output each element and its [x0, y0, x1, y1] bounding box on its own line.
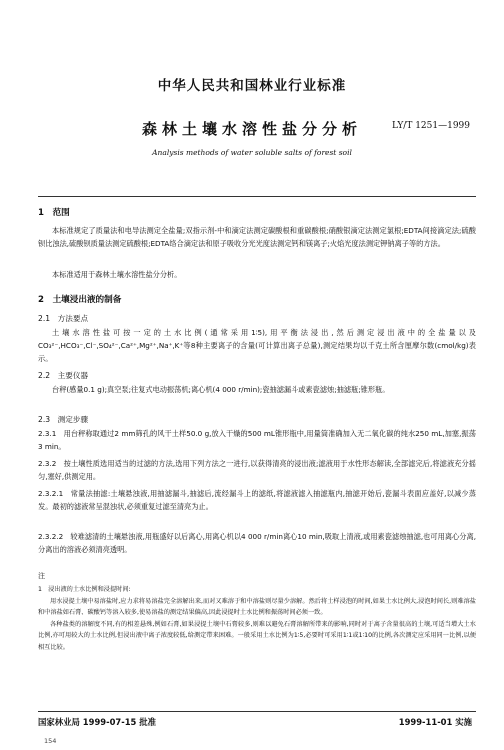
section-2-heading: 2 土壤浸出液的制备: [38, 295, 122, 305]
section-2-2-heading: 2.2 主要仪器: [38, 371, 89, 380]
note-label: 注: [38, 572, 45, 580]
section-2-1-heading: 2.1 方法要点: [38, 314, 89, 323]
section-1-paragraph-2: 本标准适用于森林土壤水溶性盐分分析。: [52, 270, 182, 279]
section-2-3-2-1-paragraph: 2.3.2.1 常量法抽滤:土壤悬浊液,用抽滤漏斗,抽滤后,流经漏斗上的滤纸,将滤液滤入抽滤瓶内,抽滤开始后,瓷漏斗表面应盖好,以减少蒸发。最初的滤液常呈混浊状,必须重复过滤至清亮为止。: [38, 489, 476, 511]
document-title: 森林土壤水溶性盐分分析: [141, 120, 362, 138]
section-2-3-2-2-paragraph: 2.3.2.2 较难滤清的土壤悬浊液,用瓶盛好以后离心,用离心机以4 000 r/min离心10 min,吸取上清液,或用素瓷滤烛抽滤,也可用离心分离,分离出的溶液必须清亮透明。: [38, 532, 476, 554]
note-item: 1 浸出液的土水比例和浸提时间:: [38, 586, 131, 593]
english-title: Analysis methods of water soluble salts of forest soil: [152, 148, 352, 157]
section-2-2-paragraph: 台秤(感量0.1 g);真空泵;往复式电动振荡机;离心机(4 000 r/min);瓷抽滤漏斗或素瓷滤烛;抽滤瓶;锥形瓶。: [52, 385, 390, 394]
approval-date: 国家林业局 1999-07-15 批准: [38, 717, 157, 727]
header-divider: [38, 196, 476, 197]
page-number: 154: [44, 737, 57, 745]
standard-code: LY/T 1251—1999: [391, 121, 470, 131]
note-item: 用水浸提土壤中易溶盐时,应力求将易溶盐完全溶解出来,而对又难溶于和中溶盐则尽量少溶解。然后将土样浸泡的时间,如果土水比例大,浸泡时间长,则难溶盐和中溶盐如石膏、碳酸钙等溶入较多,使易溶盐的测定结果偏高,因此浸提时土水比例和振荡时间必须一致。: [38, 597, 476, 616]
section-1-heading: 1 范围: [38, 208, 70, 218]
section-2-3-2-paragraph: 2.3.2 按土壤性质选用适当的过滤的方法,选用下列方法之一进行,以获得清亮的浸出液;滤液用于水性形态解读,全部滤完后,将滤液充分摇匀,塞好,供测定用。: [38, 459, 476, 481]
section-2-1-paragraph: 土壤水溶性盐可按一定的土水比例(通常采用1∶5),用平衡法浸出,然后测定浸出液中的全盐量以及CO₃²⁻,HCO₃⁻,Cl⁻,SO₄²⁻,Ca²⁺,Mg²⁺,Na⁺,K⁺等8种主要离子的含量(可计算出离子总量),测定结果均以千克土所含厘摩尔数(cmol/kg)表示。: [38, 328, 476, 363]
implementation-date: 1999-11-01 实施: [398, 717, 472, 727]
section-2-3-heading: 2.3 测定步骤: [38, 415, 89, 424]
standard-organization: 中华人民共和国林业行业标准: [157, 78, 347, 94]
notes-block: [38, 584, 476, 653]
section-1-paragraph-1: 本标准规定了质量法和电导法测定全盐量;双指示剂-中和滴定法测定碳酸根和重碳酸根;硝酸银滴定法测定氯根;EDTA间接滴定法;硫酸钡比浊法,硫酸钡质量法测定硫酸根;EDTA络合滴定法和原子吸收分光光度法测定钙和镁离子;火焰光度法测定钾钠离子等的方法。: [38, 226, 476, 248]
footer-divider: [38, 711, 476, 712]
note-item: 各种盐类的溶解度不同,有的相差悬殊,例如石膏,如果浸提土壤中石膏较多,则难以避免石膏溶解所带来的影响,同时对于离子含量很高的土壤,可适当增大土水比例,亦可用较大的土水比例,但浸出液中离子浓度较低,给测定带来困难。一般采用土水比例为1∶5,必要时可采用1∶1或1∶10的比例,各次测定应采用同一比例,以便相互比较。: [38, 620, 476, 651]
section-2-3-1-paragraph: 2.3.1 用台秤称取通过2 mm筛孔的风干土样50.0 g,放入干燥的500 mL锥形瓶中,用量筒准确加入无二氧化碳的纯水250 mL,加塞,振荡3 min。: [38, 429, 476, 451]
